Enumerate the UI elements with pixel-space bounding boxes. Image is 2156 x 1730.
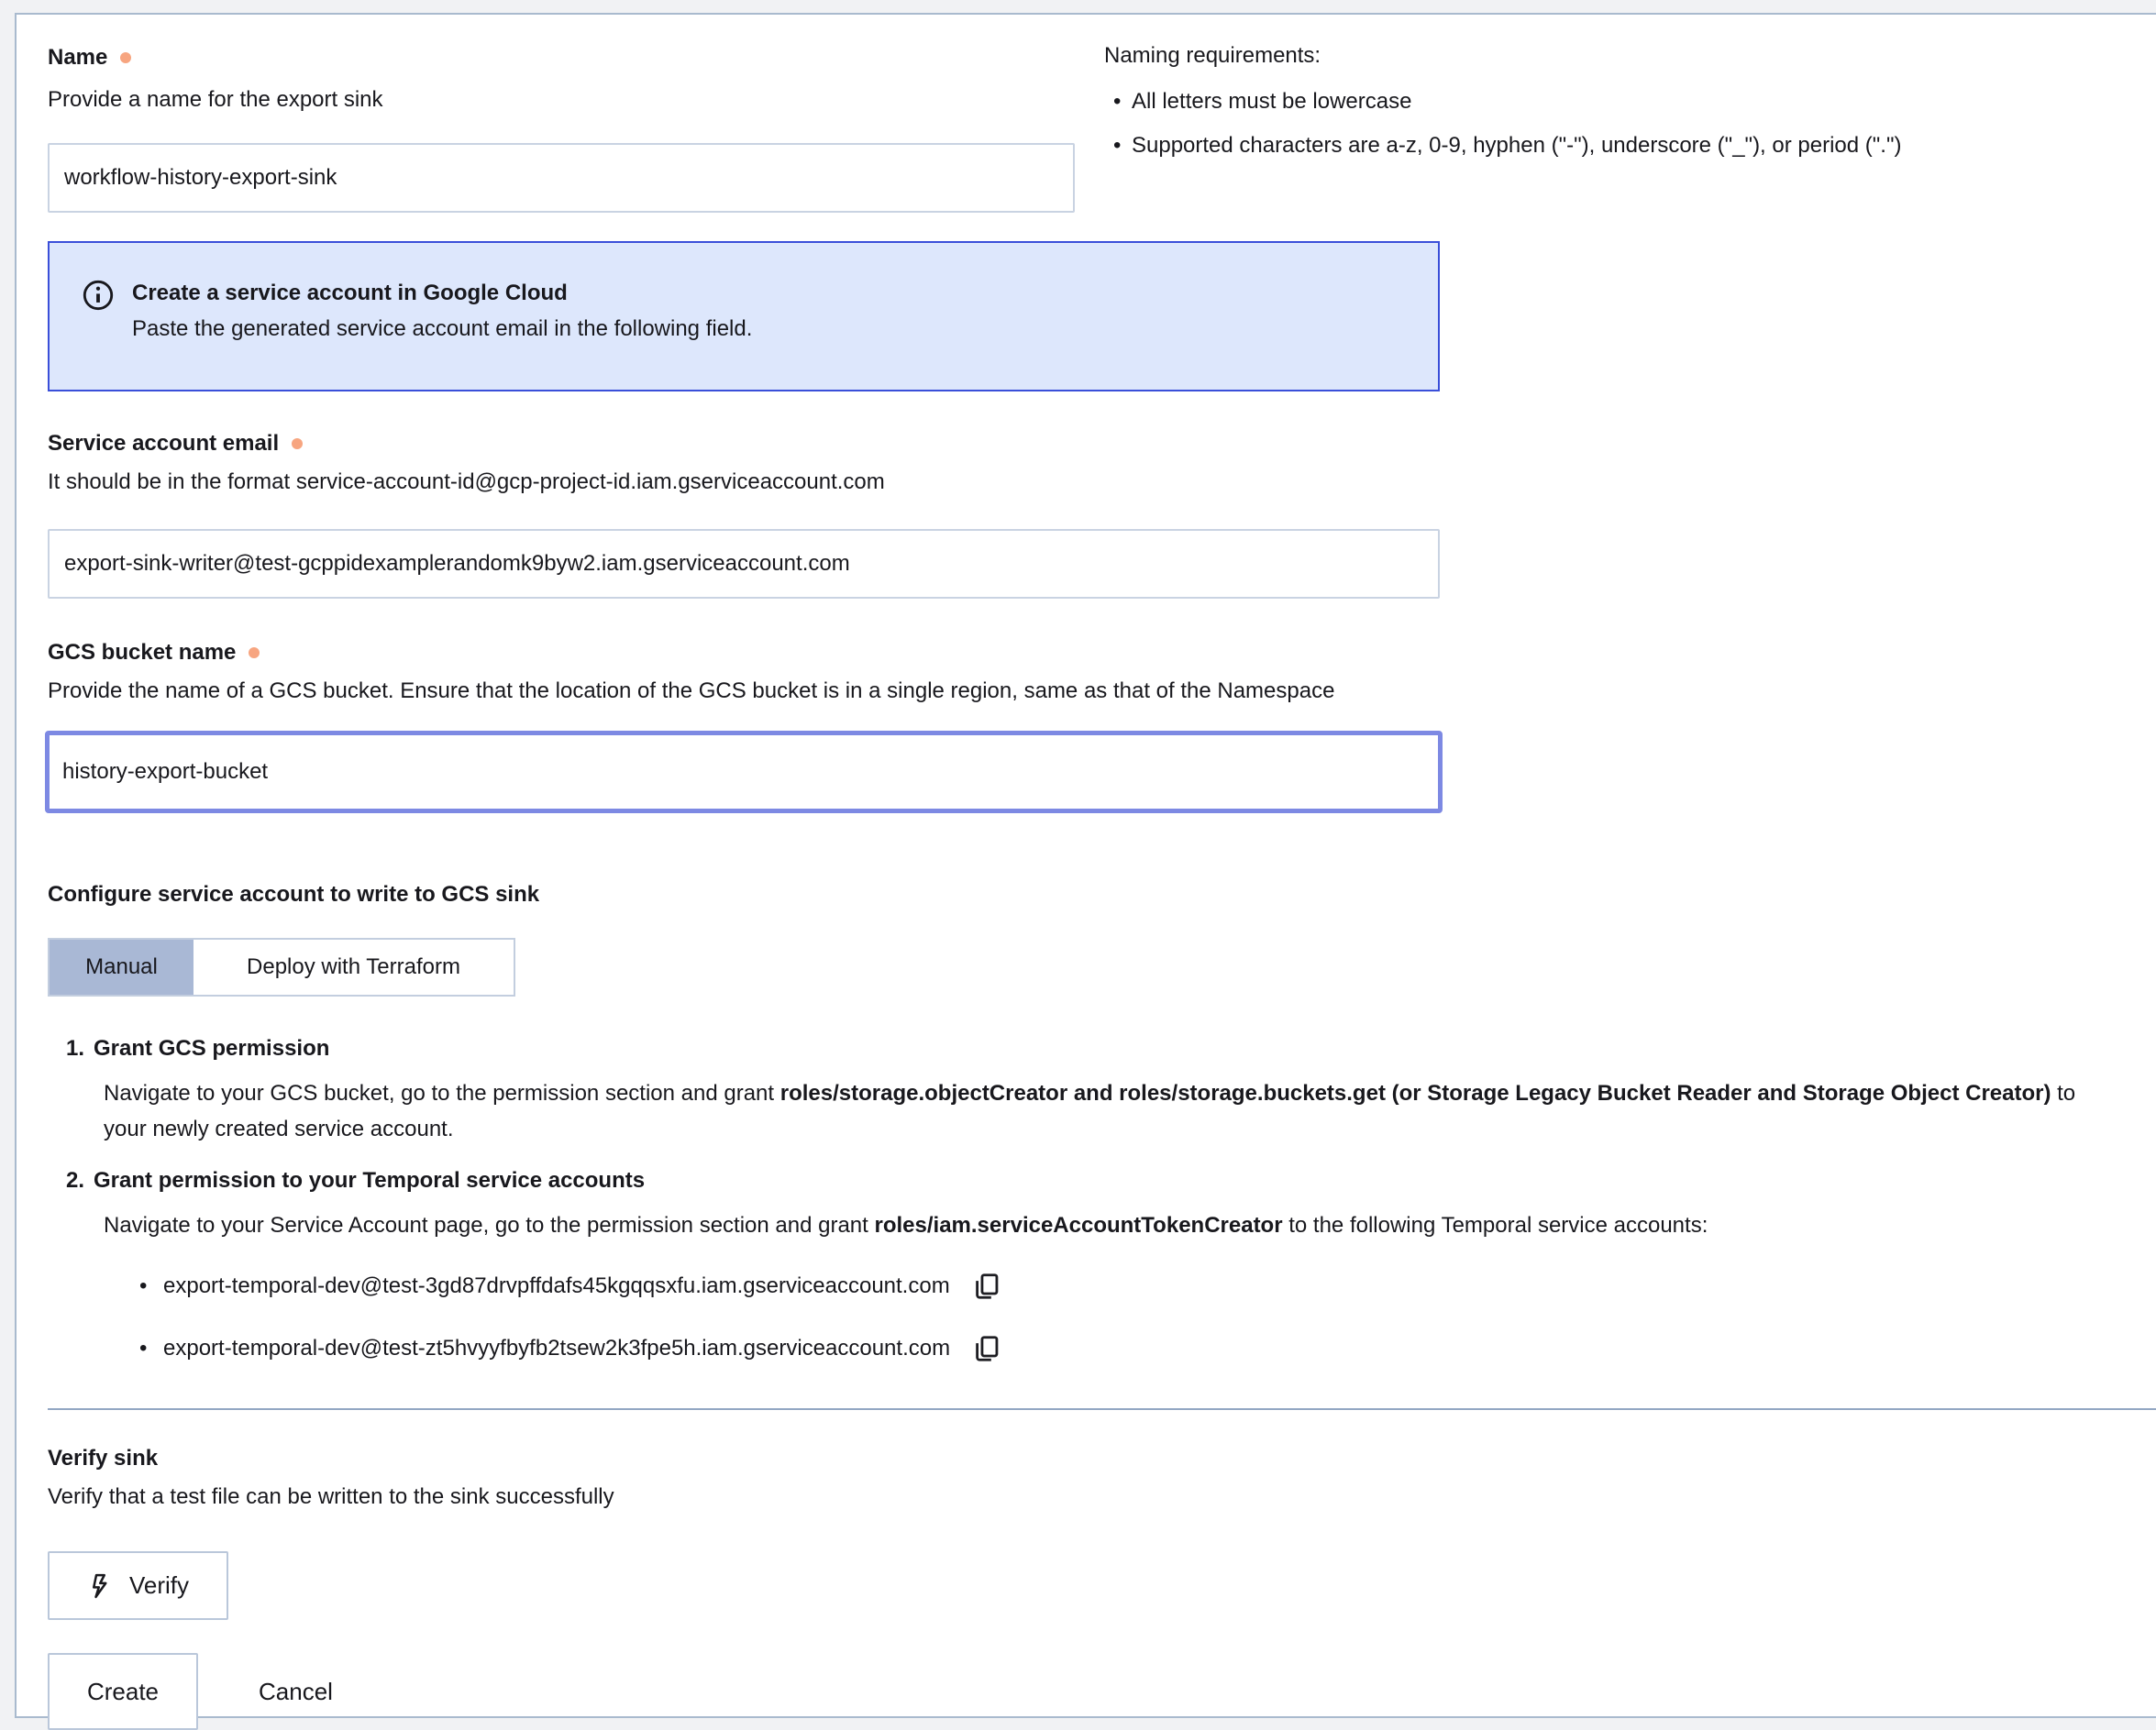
- gcs-bucket-name-input[interactable]: [45, 731, 1443, 813]
- required-indicator: [249, 647, 260, 658]
- bucket-label: GCS bucket name: [48, 640, 237, 665]
- temporal-account-email: export-temporal-dev@test-3gd87drvpffdafs45kgqqsxfu.iam.gserviceaccount.com: [163, 1273, 950, 1298]
- bullet-icon: •: [139, 1273, 148, 1298]
- temporal-account-row: [139, 1271, 2156, 1302]
- copy-icon[interactable]: [972, 1334, 1001, 1363]
- step-2-desc-bold: roles/iam.serviceAccountTokenCreator: [874, 1213, 1283, 1238]
- service-account-label-row: [48, 428, 2156, 459]
- form-actions: [48, 1653, 2156, 1730]
- step-2-desc-pre: Navigate to your Service Account page, go to the permission section and grant: [104, 1213, 875, 1238]
- step-1-desc-post: to your newly created service account.: [104, 1081, 2076, 1141]
- bullet-icon: •: [1113, 89, 1122, 114]
- step-1-number: 1.: [66, 1036, 85, 1061]
- name-field-label: Name: [48, 45, 108, 70]
- step-2-description: [104, 1207, 2107, 1243]
- info-banner: [48, 241, 1440, 391]
- naming-requirement-text: Supported characters are a-z, 0-9, hyphen ("-"), underscore ("_"), or period ("."): [1132, 133, 1902, 158]
- verify-button-label: Verify: [128, 1571, 190, 1599]
- cancel-button[interactable]: Cancel: [259, 1677, 333, 1705]
- step-1-title: [66, 1033, 2156, 1064]
- temporal-account-email: export-temporal-dev@test-zt5hvyyfbyfb2tsew2k3fpe5h.iam.gserviceaccount.com: [163, 1336, 951, 1361]
- naming-requirements-title: Naming requirements:: [1104, 43, 1321, 68]
- step-2-number: 2.: [66, 1168, 85, 1193]
- bucket-label-row: [48, 637, 2156, 668]
- required-indicator: [120, 52, 131, 63]
- naming-requirement-item: [1104, 86, 1901, 117]
- verify-sink-title: Verify sink: [48, 1446, 159, 1471]
- naming-requirement-text: All letters must be lowercase: [1132, 89, 1412, 114]
- bullet-icon: •: [139, 1336, 148, 1361]
- bucket-description: Provide the name of a GCS bucket. Ensure that the location of the GCS bucket is in a single region, same as that of the Namespace: [48, 678, 1335, 703]
- sink-name-input[interactable]: [48, 143, 1075, 213]
- copy-icon[interactable]: [972, 1272, 1001, 1301]
- configure-section-title: Configure service account to write to GCS sink: [48, 882, 540, 907]
- name-field-description: Provide a name for the export sink: [48, 87, 383, 112]
- step-2-title: [66, 1165, 2156, 1196]
- naming-requirement-item: [1104, 130, 1901, 161]
- verify-button[interactable]: [48, 1551, 228, 1620]
- bullet-icon: •: [1113, 133, 1122, 158]
- service-account-label: Service account email: [48, 431, 280, 456]
- tab-deploy-with-terraform[interactable]: Deploy with Terraform: [193, 940, 514, 995]
- tab-manual[interactable]: Manual: [50, 940, 193, 995]
- step-1-description: [104, 1075, 2107, 1147]
- create-button[interactable]: Create: [48, 1653, 198, 1730]
- verify-sink-description: Verify that a test file can be written to the sink successfully: [48, 1484, 614, 1509]
- service-account-description: It should be in the format service-account-id@gcp-project-id.iam.gserviceaccount.com: [48, 469, 885, 494]
- required-indicator: [292, 438, 303, 449]
- step-1-desc-bold: roles/storage.objectCreator and roles/storage.buckets.get (or Storage Legacy Bucket Reader and Storage Object Creator): [779, 1081, 2051, 1106]
- info-banner-title: Create a service account in Google Cloud: [132, 281, 568, 305]
- step-2-heading: Grant permission to your Temporal service accounts: [94, 1168, 646, 1193]
- configure-tab-group: [48, 938, 515, 997]
- info-banner-body: Paste the generated service account email in the following field.: [132, 316, 753, 341]
- temporal-account-row: [139, 1333, 2156, 1364]
- step-2-desc-post: to the following Temporal service accounts:: [1282, 1213, 1708, 1238]
- export-sink-form-card: [15, 13, 2156, 1718]
- step-1-desc-pre: Navigate to your GCS bucket, go to the permission section and grant: [104, 1081, 780, 1106]
- naming-requirements: [1104, 40, 1901, 161]
- service-account-email-input[interactable]: [48, 529, 1440, 599]
- lightning-icon: [87, 1572, 115, 1600]
- step-1-heading: Grant GCS permission: [94, 1036, 330, 1061]
- section-divider: [48, 1408, 2156, 1410]
- info-icon: [81, 278, 116, 319]
